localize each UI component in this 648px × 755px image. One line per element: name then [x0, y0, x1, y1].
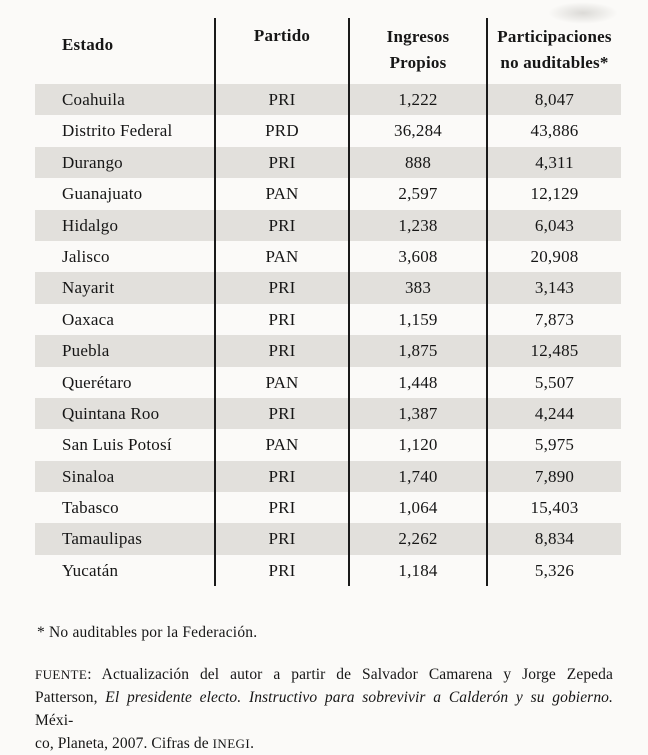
cell-participaciones: 6,043 [486, 210, 621, 241]
cell-ingresos: 1,875 [348, 335, 486, 366]
cell-estado: San Luis Potosí [62, 435, 172, 455]
header-estado: Estado [62, 35, 114, 54]
table-row [35, 555, 621, 586]
cell-participaciones: 8,834 [486, 523, 621, 554]
cell-estado: Sinaloa [35, 461, 214, 492]
table-body [35, 84, 621, 586]
cell-partido: PRI [214, 147, 348, 178]
cell-ingresos: 2,597 [348, 178, 486, 209]
cell-ingresos: 1,387 [348, 398, 486, 429]
cell-partido: PRI [214, 461, 348, 492]
cell-estado: Querétaro [62, 372, 132, 392]
cell-estado: Puebla [35, 335, 214, 366]
cell-participaciones: 7,890 [486, 461, 621, 492]
source-line-3 [35, 732, 613, 755]
source-citation [35, 663, 613, 755]
header-participaciones [486, 18, 621, 84]
cell-partido: PRI [214, 523, 348, 554]
table-row [35, 241, 621, 272]
cell-partido: PRI [214, 555, 348, 586]
header-ingresos-line1: Ingresos [386, 27, 450, 46]
table-row [35, 398, 621, 429]
cell-ingresos: 888 [348, 147, 486, 178]
table-header-row [35, 18, 621, 84]
cell-partido: PAN [214, 241, 348, 272]
cell-estado: Tamaulipas [35, 523, 214, 554]
cell-participaciones: 8,047 [486, 84, 621, 115]
cell-ingresos: 1,222 [348, 84, 486, 115]
cell-partido: PRI [214, 398, 348, 429]
cell-partido: PRD [214, 115, 348, 146]
cell-estado: Coahuila [35, 84, 214, 115]
header-ingresos-line2: Propios [389, 53, 447, 72]
cell-estado: Jalisco [62, 246, 110, 266]
table-row [35, 147, 621, 178]
cell-estado: Distrito Federal [62, 121, 173, 141]
cell-ingresos: 1,448 [348, 367, 486, 398]
cell-partido: PRI [214, 335, 348, 366]
table-row [35, 335, 621, 366]
cell-partido: PRI [214, 304, 348, 335]
cell-partido: PAN [214, 367, 348, 398]
cell-estado: Oaxaca [62, 309, 115, 329]
table-row [35, 367, 621, 398]
header-participaciones-line1: Participaciones [497, 27, 612, 46]
table-row [35, 272, 621, 303]
table-row [35, 84, 621, 115]
source-text-2: Patterson, [35, 689, 106, 706]
source-line-1 [35, 663, 613, 686]
table-row [35, 304, 621, 335]
header-ingresos-propios [348, 18, 486, 84]
cell-partido: PRI [214, 210, 348, 241]
cell-estado: Nayarit [35, 272, 214, 303]
cell-estado: Guanajuato [62, 184, 143, 204]
cell-ingresos: 1,064 [348, 492, 486, 523]
cell-participaciones: 4,311 [486, 147, 621, 178]
table-row [35, 492, 621, 523]
source-text-1: : Actualización del autor a partir de Salvador Camarena y Jorge Zepeda [87, 666, 613, 683]
cell-partido: PAN [214, 178, 348, 209]
cell-ingresos: 3,608 [348, 241, 486, 272]
source-text-3: Méxi- [35, 712, 74, 729]
state-finances-table [35, 18, 621, 586]
table-row [35, 115, 621, 146]
cell-participaciones: 5,326 [486, 555, 621, 586]
header-participaciones-line2: no auditables* [500, 53, 609, 72]
cell-estado: Hidalgo [35, 210, 214, 241]
cell-participaciones: 3,143 [486, 272, 621, 303]
table-footnote: * No auditables por la Federación. [37, 624, 258, 641]
cell-ingresos: 2,262 [348, 523, 486, 554]
cell-ingresos: 1,120 [348, 429, 486, 460]
cell-participaciones: 4,244 [486, 398, 621, 429]
cell-estado: Durango [35, 147, 214, 178]
cell-estado: Quintana Roo [35, 398, 214, 429]
table-row [35, 210, 621, 241]
cell-ingresos: 1,238 [348, 210, 486, 241]
cell-participaciones: 5,507 [486, 367, 621, 398]
cell-partido: PRI [214, 84, 348, 115]
source-line-2 [35, 686, 613, 732]
cell-participaciones: 20,908 [486, 241, 621, 272]
cell-participaciones: 12,129 [486, 178, 621, 209]
header-partido: Partido [214, 18, 348, 84]
cell-partido: PRI [214, 272, 348, 303]
book-title: El presidente electo. Instructivo para sobrevivir a Calderón y su gobierno. [105, 689, 613, 706]
cell-participaciones: 7,873 [486, 304, 621, 335]
table-row [35, 429, 621, 460]
cell-participaciones: 5,975 [486, 429, 621, 460]
table-row [35, 523, 621, 554]
cell-participaciones: 15,403 [486, 492, 621, 523]
table-row [35, 461, 621, 492]
source-text-4: co, Planeta, 2007. Cifras de [35, 735, 213, 752]
cell-ingresos: 1,184 [348, 555, 486, 586]
cell-ingresos: 1,159 [348, 304, 486, 335]
cell-partido: PAN [214, 429, 348, 460]
cell-participaciones: 12,485 [486, 335, 621, 366]
table-row [35, 178, 621, 209]
cell-ingresos: 383 [348, 272, 486, 303]
cell-estado: Tabasco [62, 498, 119, 518]
fuente-label: FUENTE [35, 667, 88, 682]
cell-ingresos: 36,284 [348, 115, 486, 146]
inegi-label: INEGI [212, 736, 251, 751]
cell-estado: Yucatán [62, 560, 119, 580]
cell-partido: PRI [214, 492, 348, 523]
cell-participaciones: 43,886 [486, 115, 621, 146]
cell-ingresos: 1,740 [348, 461, 486, 492]
source-text-5: . [250, 735, 255, 752]
